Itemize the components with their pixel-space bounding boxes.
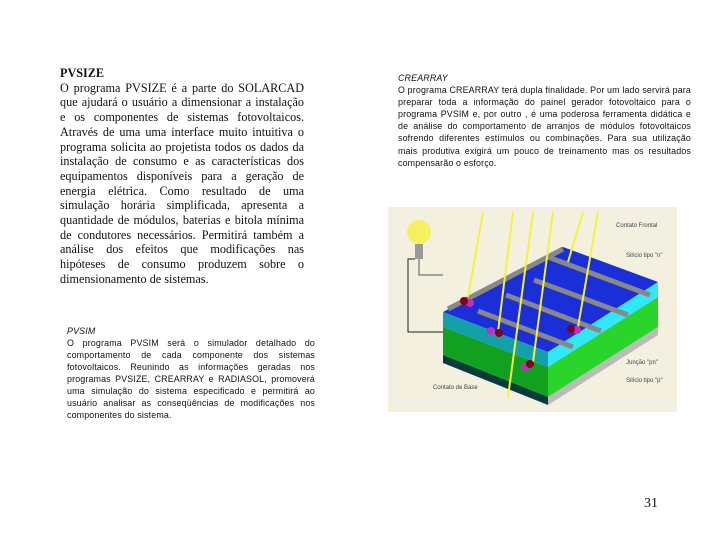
label-pn-junction: Junção "pn" (626, 360, 658, 366)
pvsim-title: PVSIM (67, 326, 96, 336)
pvsize-body: O programa PVSIZE é a parte do SOLARCAD que ajudará o usuário a dimensionar a instalação e os componentes de sistemas fotovoltaicos. Através de uma uma interface muito intuitiva o programa solicita ao projetista todos os dados da instalação de consumo e as características dos equipamentos disponíveis para a geração de energia elétrica. Como resultado de uma simulação horária simplificada, apresenta a quantidade de módulos, baterias e bitola mínima de condutores necessários. Permitirá também a análise dos efeitos que modificações nas hipóteses de consumo produzem sobre o dimensionamento de sistemas. (60, 80, 304, 286)
label-p-silicon: Silício tipo "p" (626, 378, 663, 384)
crearray-body: O programa CREARRAY terá dupla finalidade. Por um lado servirá para preparar toda a informação do painel gerador fotovoltaico para o programa PVSIM e, por outro , é uma poderosa ferramenta didática e de análise do comportamento de arranjos de módulos fotovoltaicos sofrendo diferentes estímulos ou combinações. Para sua utilização mais produtiva exigirá um pouco de treinamento mas os resultados compensarão o esforço. (398, 85, 691, 168)
pvsim-body: O programa PVSIM será o simulador detalhado do comportamento de cada componente dos sistemas fotovoltaicos. Reunindo as informações geradas nos programas PVSIZE, CREARRAY e RADIASOL, promoverá uma simulação do sistema especificado e permitirá ao usuário analisar as conseqüências de modificações nos componentes do sistema. (67, 338, 315, 420)
label-base-contact: Contato de Base (433, 385, 478, 391)
pvsim-section (67, 325, 315, 421)
lightbulb-icon (407, 220, 431, 244)
crearray-title: CREARRAY (398, 73, 448, 83)
solar-cell-diagram (388, 207, 677, 412)
pvsize-title: PVSIZE (60, 66, 105, 80)
crearray-section (398, 72, 691, 169)
pvsize-section (60, 66, 304, 287)
label-front-contact: Contato Frontal (616, 223, 658, 229)
page-number: 31 (644, 496, 658, 511)
label-n-silicon: Silício tipo "n" (626, 253, 663, 259)
